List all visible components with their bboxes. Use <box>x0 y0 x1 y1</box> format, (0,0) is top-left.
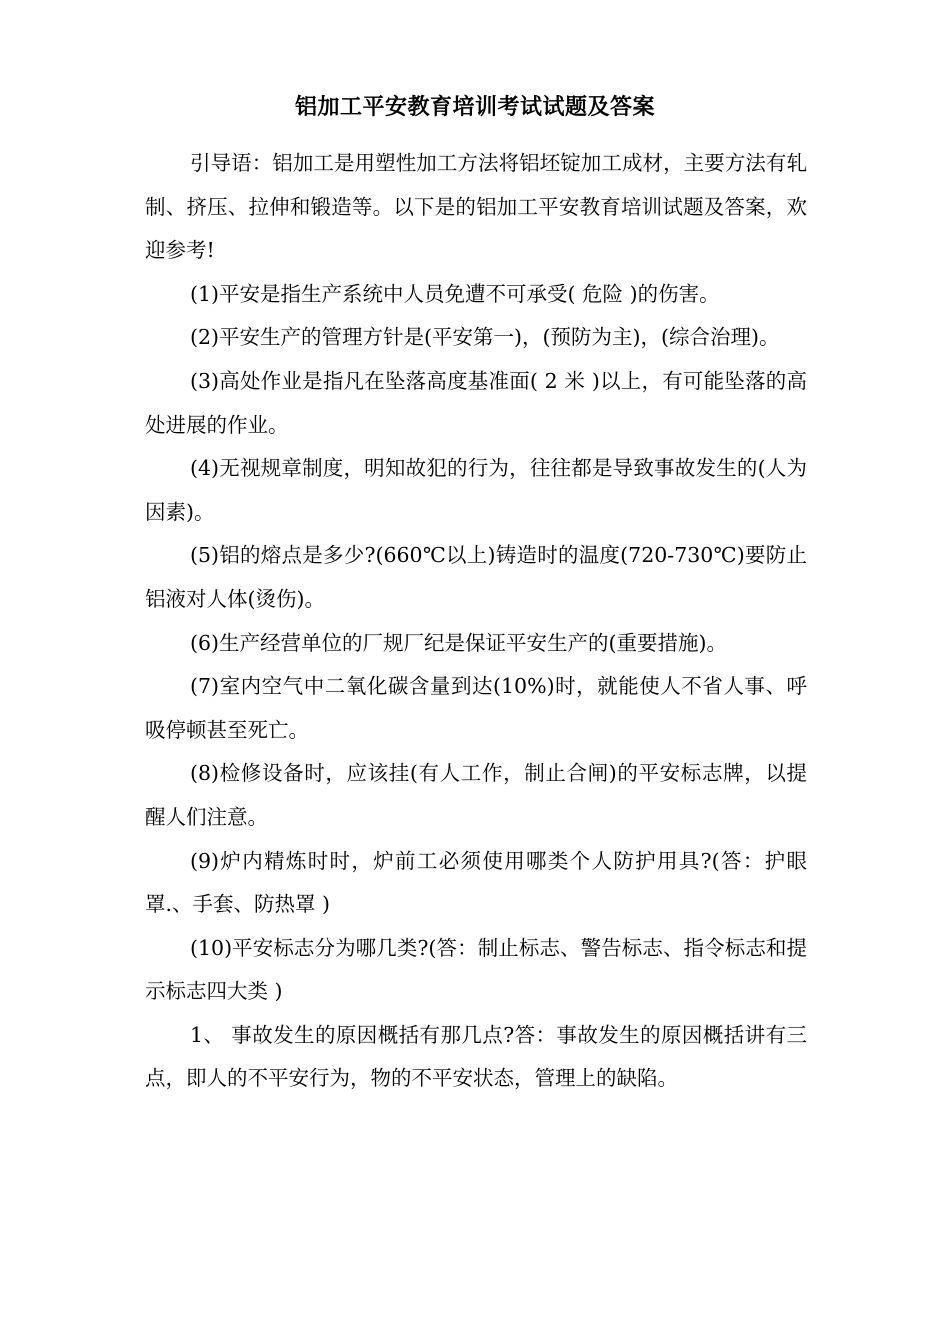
paragraph-q8: (8)检修设备时，应该挂(有人工作，制止合闸)的平安标志牌，以提醒人们注意。 <box>145 761 807 829</box>
paragraph-q5: (5)铝的熔点是多少?(660℃以上)铸造时的温度(720-730℃)要防止铝液对人体(烫伤)。 <box>145 543 807 611</box>
paragraph-q2: (2)平安生产的管理方针是(平安第一)，(预防为主)，(综合治理)。 <box>190 325 780 350</box>
document-body <box>145 142 807 1101</box>
paragraph-q6: (6)生产经营单位的厂规厂纪是保证平安生产的(重要措施)。 <box>190 630 728 655</box>
paragraph-q3: (3)高处作业是指凡在坠落高度基准面( 2 米 )以上，有可能坠落的高处进展的作业。 <box>145 368 807 437</box>
paragraph-answer-1: 1、 事故发生的原因概括有那几点?答：事故发生的原因概括讲有三点，即人的不平安行为，物的不平安状态，管理上的缺陷。 <box>145 1022 807 1091</box>
paragraph-q1: (1)平安是指生产系统中人员免遭不可承受( 危险 )的伤害。 <box>190 281 720 306</box>
document-title: 铝加工平安教育培训考试试题及答案 <box>294 95 655 120</box>
paragraph-q4: (4)无视规章制度，明知故犯的行为，往往都是导致事故发生的(人为因素)。 <box>145 456 807 524</box>
paragraph-intro: 引导语：铝加工是用塑性加工方法将铝坯锭加工成材，主要方法有轧制、挤压、拉伸和锻造等。以下是的铝加工平安教育培训试题及答案，欢迎参考! <box>145 151 807 263</box>
paragraph-q9: (9)炉内精炼时时，炉前工必须使用哪类个人防护用具?(答：护眼罩.、手套、防热罩 ) <box>145 848 807 917</box>
paragraph-q10: (10)平安标志分为哪几类?(答：制止标志、警告标志、指令标志和提示标志四大类 ) <box>145 935 807 1004</box>
paragraph-q7: (7)室内空气中二氧化碳含量到达(10%)时，就能使人不省人事、呼吸停顿甚至死亡。 <box>145 674 807 742</box>
